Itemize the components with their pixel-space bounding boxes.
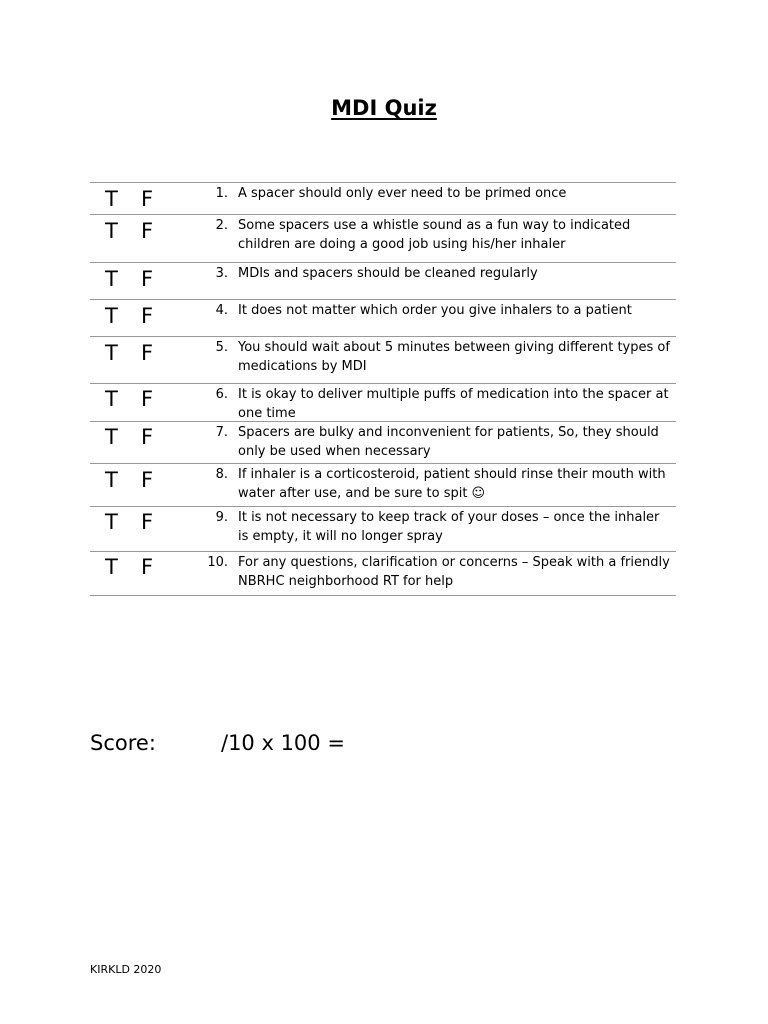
true-option[interactable]: T [105,219,118,243]
score-label: Score: [90,731,156,755]
true-option[interactable]: T [105,387,118,411]
question-text: You should wait about 5 minutes between giving different types of medications by MDI [238,340,670,374]
quiz-table [90,182,676,596]
true-option[interactable]: T [105,425,118,449]
question-number: 1. [215,186,228,201]
true-option[interactable]: T [105,187,118,211]
question-row [90,464,676,507]
question-row [90,300,676,337]
question-number: 4. [215,303,228,318]
question-number: 9. [215,510,228,525]
question-row [90,183,676,215]
true-option[interactable]: T [105,468,118,492]
false-option[interactable]: F [141,510,154,534]
false-option[interactable]: F [141,425,154,449]
question-number: 7. [215,425,228,440]
true-option[interactable]: T [105,510,118,534]
false-option[interactable]: F [141,468,154,492]
question-number: 6. [215,387,228,402]
question-row [90,552,676,596]
false-option[interactable]: F [141,219,154,243]
question-number: 5. [215,340,228,355]
false-option[interactable]: F [141,267,154,291]
question-number: 2. [215,218,228,233]
question-text: Some spacers use a whistle sound as a fun way to indicated children are doing a good job using his/her inhaler [238,218,631,252]
question-text: MDIs and spacers should be cleaned regularly [238,266,538,281]
false-option[interactable]: F [141,187,154,211]
score-formula: /10 x 100 = [221,731,345,755]
false-option[interactable]: F [141,555,154,579]
question-text: A spacer should only ever need to be primed once [238,186,567,201]
true-option[interactable]: T [105,304,118,328]
question-text: It is not necessary to keep track of your doses – once the inhaler is empty, it will no longer spray [238,510,660,544]
question-row [90,507,676,552]
question-number: 10. [207,555,228,570]
question-text: For any questions, clarification or concerns – Speak with a friendly NBRHC neighborhood RT for help [238,555,670,589]
question-text: Spacers are bulky and inconvenient for patients, So, they should only be used when necessary [238,425,659,459]
page-title: MDI Quiz [331,96,437,120]
false-option[interactable]: F [141,341,154,365]
question-text: It does not matter which order you give inhalers to a patient [238,303,632,318]
question-row [90,422,676,464]
question-row [90,384,676,422]
question-number: 3. [215,266,228,281]
question-text: It is okay to deliver multiple puffs of medication into the spacer at one time [238,387,669,421]
question-row [90,263,676,300]
footer-credit: KIRKLD 2020 [90,963,162,976]
true-option[interactable]: T [105,341,118,365]
false-option[interactable]: F [141,304,154,328]
question-number: 8. [215,467,228,482]
false-option[interactable]: F [141,387,154,411]
true-option[interactable]: T [105,267,118,291]
true-option[interactable]: T [105,555,118,579]
question-row [90,337,676,384]
question-row [90,215,676,263]
question-text: If inhaler is a corticosteroid, patient should rinse their mouth with water after use, and be sure to spit ☺ [238,467,666,501]
